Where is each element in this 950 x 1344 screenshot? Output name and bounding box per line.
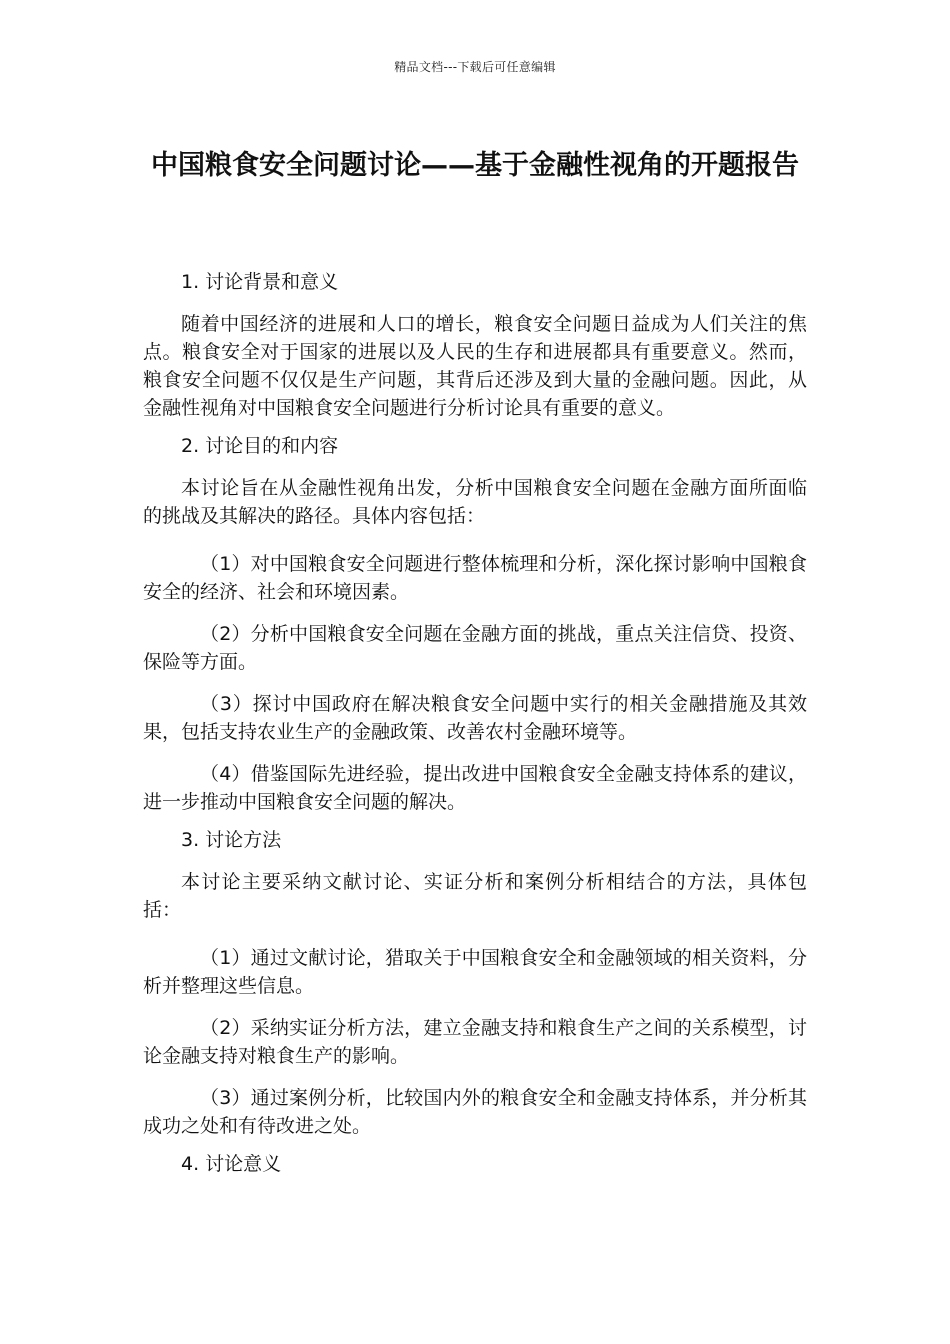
document-title: 中国粮食安全问题讨论——基于金融性视角的开题报告 — [151, 150, 799, 181]
list-item: （2）分析中国粮食安全问题在金融方面的挑战，重点关注信贷、投资、保险等方面。 — [143, 623, 807, 673]
list-item: （3）通过案例分析，比较国内外的粮食安全和金融支持体系，并分析其成功之处和有待改进之处。 — [143, 1087, 807, 1137]
paragraph: 本讨论旨在从金融性视角出发，分析中国粮食安全问题在金融方面所面临的挑战及其解决的路径。具体内容包括： — [143, 477, 807, 527]
list-item: （1）对中国粮食安全问题进行整体梳理和分析，深化探讨影响中国粮食安全的经济、社会和环境因素。 — [143, 553, 807, 603]
list-item: （4）借鉴国际先进经验，提出改进中国粮食安全金融支持体系的建议，进一步推动中国粮食安全问题的解决。 — [143, 763, 807, 813]
page-header: 精品文档---下载后可任意编辑 — [394, 60, 556, 74]
list-item: （3）探讨中国政府在解决粮食安全问题中实行的相关金融措施及其效果，包括支持农业生产的金融政策、改善农村金融环境等。 — [143, 693, 807, 743]
list-item: （2）采纳实证分析方法，建立金融支持和粮食生产之间的关系模型，讨论金融支持对粮食生产的影响。 — [143, 1017, 807, 1067]
section-heading: 2. 讨论目的和内容 — [181, 435, 339, 457]
section-heading: 1. 讨论背景和意义 — [181, 271, 339, 293]
paragraph: 本讨论主要采纳文献讨论、实证分析和案例分析相结合的方法，具体包括： — [143, 871, 807, 921]
section-heading: 4. 讨论意义 — [181, 1153, 282, 1175]
document-body — [143, 268, 807, 1178]
list-item: （1）通过文献讨论，猎取关于中国粮食安全和金融领域的相关资料，分析并整理这些信息。 — [143, 947, 807, 997]
paragraph: 随着中国经济的进展和人口的增长，粮食安全问题日益成为人们关注的焦点。粮食安全对于国家的进展以及人民的生存和进展都具有重要意义。然而，粮食安全问题不仅仅是生产问题，其背后还涉及到大量的金融问题。因此，从金融性视角对中国粮食安全问题进行分析讨论具有重要的意义。 — [143, 313, 807, 419]
section-heading: 3. 讨论方法 — [181, 829, 282, 851]
